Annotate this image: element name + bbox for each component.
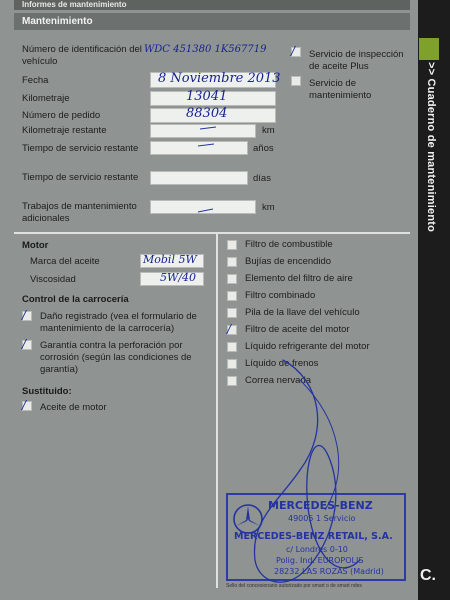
km-value: 13041 bbox=[186, 89, 228, 104]
checkmark-icon: / bbox=[227, 322, 232, 336]
marca-aceite-value: Mobil 5W bbox=[143, 253, 197, 266]
checklist-checkbox[interactable] bbox=[227, 240, 237, 250]
vin-label: Número de identificación del vehículo bbox=[22, 44, 142, 67]
tiempo-anos-label: Tiempo de servicio restante bbox=[22, 143, 139, 154]
stamp-address: c/ Londres 0-10 bbox=[286, 545, 348, 554]
pedido-label: Número de pedido bbox=[22, 110, 101, 121]
stamp-code: 49005 1 Servicio bbox=[288, 514, 356, 523]
checkmark-icon: / bbox=[22, 398, 27, 412]
tiempo-anos-field[interactable] bbox=[150, 141, 248, 155]
motor-title: Motor bbox=[22, 240, 49, 251]
sustituido-item-label: Aceite de motor bbox=[40, 402, 107, 413]
watermark: C. bbox=[420, 567, 436, 584]
stamp-company: MERCEDES-BENZ RETAIL, S.A. bbox=[234, 531, 393, 542]
km-restante-field[interactable] bbox=[150, 124, 256, 138]
km-label: Kilometraje bbox=[22, 93, 70, 104]
pedido-value: 88304 bbox=[186, 106, 228, 121]
fecha-label: Fecha bbox=[22, 75, 49, 86]
checklist-item-label: Correa nervada bbox=[245, 375, 312, 386]
km-restante-unit: km bbox=[262, 125, 275, 136]
carroceria-title: Control de la carrocería bbox=[22, 294, 129, 305]
checklist-checkbox[interactable] bbox=[227, 308, 237, 318]
checklist-item-label: Filtro de combustible bbox=[245, 239, 333, 250]
service-option-checkbox[interactable] bbox=[291, 76, 301, 86]
service-option-label: Servicio de inspección de aceite Plus bbox=[309, 49, 404, 72]
vin-value: WDC 451380 1K567719 bbox=[144, 44, 267, 55]
tiempo-dias-field[interactable] bbox=[150, 171, 248, 185]
trabajos-field[interactable] bbox=[150, 200, 256, 214]
trabajos-unit: km bbox=[262, 202, 275, 213]
checklist-checkbox[interactable] bbox=[227, 342, 237, 352]
checklist-item-label: Elemento del filtro de aire bbox=[245, 273, 353, 284]
checklist-checkbox[interactable] bbox=[227, 257, 237, 267]
carroceria-item-label: Garantía contra la perforación por corrosión (según las condiciones de garantía) bbox=[40, 340, 192, 375]
checklist-checkbox[interactable] bbox=[227, 291, 237, 301]
fecha-value: 8 Noviembre 2013 bbox=[158, 71, 281, 86]
carroceria-item-label: Daño registrado (vea el formulario de mantenimiento de la carrocería) bbox=[40, 311, 197, 334]
checklist-checkbox[interactable] bbox=[227, 359, 237, 369]
dealer-stamp bbox=[226, 493, 406, 581]
checklist-item-label: Líquido de frenos bbox=[245, 358, 319, 369]
column-divider bbox=[216, 233, 218, 588]
viscosidad-label: Viscosidad bbox=[30, 274, 76, 285]
marca-aceite-label: Marca del aceite bbox=[30, 256, 100, 267]
checkmark-icon: / bbox=[291, 44, 296, 58]
sustituido-title: Sustituido: bbox=[22, 386, 72, 397]
checklist-item-label: Pila de la llave del vehículo bbox=[245, 307, 360, 318]
viscosidad-value: 5W/40 bbox=[160, 271, 197, 284]
checklist-checkbox[interactable] bbox=[227, 274, 237, 284]
tiempo-dias-unit: días bbox=[253, 173, 271, 184]
km-restante-label: Kilometraje restante bbox=[22, 125, 107, 136]
side-title-text: Cuaderno de mantenimiento bbox=[425, 78, 437, 233]
side-title bbox=[421, 62, 437, 262]
stamp-address: 28232 LAS ROZAS (Madrid) bbox=[274, 567, 384, 576]
page-header-strip: Informes de mantenimiento bbox=[14, 0, 410, 10]
checklist-item-label: Filtro combinado bbox=[245, 290, 316, 301]
section-title: Mantenimiento bbox=[14, 13, 410, 30]
trabajos-label: Trabajos de mantenimiento adicionales bbox=[22, 201, 137, 224]
checklist-checkbox[interactable] bbox=[227, 376, 237, 386]
tiempo-anos-unit: años bbox=[253, 143, 274, 154]
section-divider bbox=[14, 232, 410, 234]
tiempo-dias-label: Tiempo de servicio restante bbox=[22, 172, 139, 183]
side-arrow-icon: >> bbox=[425, 62, 437, 76]
stamp-footnote: Sello del concesionario autorizado por smart o de smart ndes bbox=[226, 583, 362, 589]
stamp-address: Polig. Ind. EUROPOLIS bbox=[276, 556, 364, 565]
checkmark-icon: / bbox=[22, 308, 27, 322]
stamp-brand: MERCEDES-BENZ bbox=[268, 499, 373, 512]
section-tab bbox=[419, 38, 439, 60]
checklist-item-label: Bujías de encendido bbox=[245, 256, 332, 267]
checklist-item-label: Líquido refrigerante del motor bbox=[245, 341, 370, 352]
service-option-label: Servicio de mantenimiento bbox=[309, 78, 372, 101]
checkmark-icon: / bbox=[22, 337, 27, 351]
checklist-item-label: Filtro de aceite del motor bbox=[245, 324, 350, 335]
